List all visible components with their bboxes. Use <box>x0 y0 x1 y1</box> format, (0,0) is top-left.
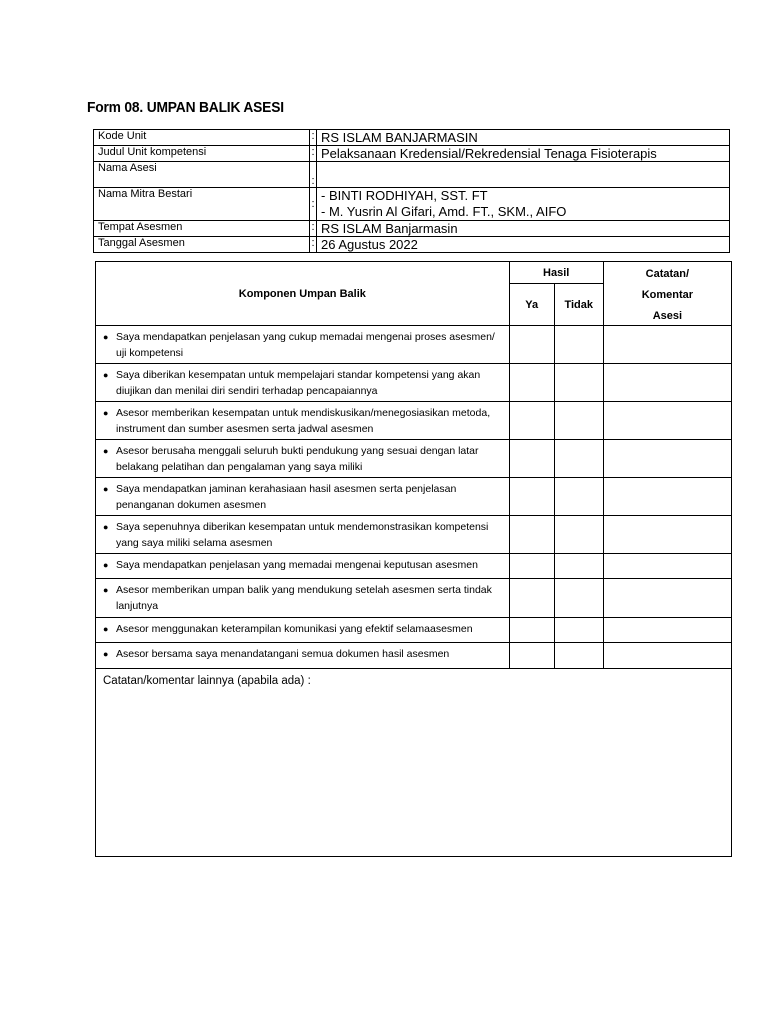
statement-line: yang saya miliki selama asesmen <box>116 537 273 549</box>
bullet-icon: ● <box>103 332 109 342</box>
bullet-icon: ● <box>103 624 109 634</box>
info-value: RS ISLAM Banjarmasin <box>317 221 730 237</box>
feedback-row <box>96 554 732 579</box>
statement-line: diujikan dan menilai diri sendiri terhadap pencapaiannya <box>116 385 378 397</box>
bullet-icon: ● <box>103 446 109 456</box>
statement-line: Asesor bersama saya menandatangani semua dokumen hasil asesmen <box>116 648 450 660</box>
feedback-table <box>95 261 732 857</box>
info-row-mitra-bestari <box>94 188 730 221</box>
statement-line: Saya diberikan kesempatan untuk mempelajari standar kompetensi yang akan <box>116 369 481 381</box>
header-notes-line: Asesi <box>652 309 683 322</box>
info-row-nama-asesi <box>94 162 730 188</box>
assessment-info-table <box>93 129 730 253</box>
info-separator: : <box>310 237 317 253</box>
statement-cell <box>96 364 510 402</box>
statement-line: Saya mendapatkan jaminan kerahasiaan hasil asesmen serta penjelasan <box>116 483 457 495</box>
feedback-row <box>96 440 732 478</box>
statement-cell <box>96 618 510 643</box>
statement-line: belakang pelatihan dan pengalaman yang saya miliki <box>116 461 363 473</box>
info-label: Nama Asesi <box>94 162 310 188</box>
yes-checkbox-cell[interactable] <box>509 554 554 579</box>
info-separator: : <box>310 188 317 221</box>
info-separator: : <box>310 146 317 162</box>
statement-line: penanganan dokumen asesmen <box>116 499 267 511</box>
bullet-icon: ● <box>103 649 109 659</box>
comment-cell[interactable] <box>603 618 731 643</box>
other-notes-label: Catatan/komentar lainnya (apabila ada) : <box>103 675 311 687</box>
info-row-tanggal-asesmen <box>94 237 730 253</box>
statement-line: lanjutnya <box>116 600 159 612</box>
no-checkbox-cell[interactable] <box>554 364 603 402</box>
feedback-header-row <box>96 262 732 284</box>
comment-cell[interactable] <box>603 643 731 669</box>
info-value: Pelaksanaan Kredensial/Rekredensial Tenaga Fisioterapis <box>317 146 730 162</box>
feedback-row <box>96 402 732 440</box>
comment-cell[interactable] <box>603 554 731 579</box>
comment-cell[interactable] <box>603 579 731 618</box>
info-label: Tanggal Asesmen <box>94 237 310 253</box>
header-notes <box>603 262 731 326</box>
other-notes-area[interactable] <box>96 669 732 857</box>
statement-line: instrument dan sumber asesmen serta jadwal asesmen <box>116 423 374 435</box>
statement-cell <box>96 478 510 516</box>
header-notes-line: Catatan/ <box>645 267 690 280</box>
yes-checkbox-cell[interactable] <box>509 364 554 402</box>
statement-cell <box>96 440 510 478</box>
yes-checkbox-cell[interactable] <box>509 402 554 440</box>
feedback-row <box>96 478 732 516</box>
statement-cell <box>96 516 510 554</box>
no-checkbox-cell[interactable] <box>554 478 603 516</box>
info-label: Judul Unit kompetensi <box>94 146 310 162</box>
comment-cell[interactable] <box>603 516 731 554</box>
yes-checkbox-cell[interactable] <box>509 326 554 364</box>
mitra-bestari-line: - M. Yusrin Al Gifari, Amd. FT., SKM., AIFO <box>321 204 567 219</box>
bullet-icon: ● <box>103 408 109 418</box>
info-separator: : <box>310 221 317 237</box>
no-checkbox-cell[interactable] <box>554 440 603 478</box>
statement-line: Asesor memberikan umpan balik yang mendukung setelah asesmen serta tindak <box>116 584 492 596</box>
statement-line: Saya sepenuhnya diberikan kesempatan untuk mendemonstrasikan kompetensi <box>116 521 489 533</box>
yes-checkbox-cell[interactable] <box>509 478 554 516</box>
info-value: RS ISLAM BANJARMASIN <box>317 130 730 146</box>
statement-line: Saya mendapatkan penjelasan yang memadai mengenai keputusan asesmen <box>116 559 478 571</box>
statement-cell <box>96 402 510 440</box>
feedback-row <box>96 326 732 364</box>
info-value <box>317 162 730 188</box>
header-no: Tidak <box>554 284 603 326</box>
bullet-icon: ● <box>103 484 109 494</box>
feedback-row <box>96 618 732 643</box>
header-yes: Ya <box>509 284 554 326</box>
info-separator: : <box>310 162 317 188</box>
header-component: Komponen Umpan Balik <box>96 262 510 326</box>
info-row-judul-unit <box>94 146 730 162</box>
statement-line: Asesor berusaha menggali seluruh bukti pendukung yang sesuai dengan latar <box>116 445 479 457</box>
statement-line: uji kompetensi <box>116 347 184 359</box>
yes-checkbox-cell[interactable] <box>509 579 554 618</box>
no-checkbox-cell[interactable] <box>554 554 603 579</box>
no-checkbox-cell[interactable] <box>554 643 603 669</box>
statement-line: Asesor memberikan kesempatan untuk mendiskusikan/menegosiasikan metoda, <box>116 407 491 419</box>
no-checkbox-cell[interactable] <box>554 326 603 364</box>
bullet-icon: ● <box>103 560 109 570</box>
info-value <box>317 188 730 221</box>
statement-cell <box>96 579 510 618</box>
comment-cell[interactable] <box>603 478 731 516</box>
comment-cell[interactable] <box>603 364 731 402</box>
bullet-icon: ● <box>103 585 109 595</box>
feedback-row <box>96 579 732 618</box>
bullet-icon: ● <box>103 522 109 532</box>
no-checkbox-cell[interactable] <box>554 618 603 643</box>
form-title: Form 08. UMPAN BALIK ASESI <box>87 99 284 116</box>
yes-checkbox-cell[interactable] <box>509 618 554 643</box>
statement-cell <box>96 554 510 579</box>
statement-cell <box>96 326 510 364</box>
feedback-row <box>96 516 732 554</box>
info-value: 26 Agustus 2022 <box>317 237 730 253</box>
info-separator: : <box>310 130 317 146</box>
comment-cell[interactable] <box>603 440 731 478</box>
no-checkbox-cell[interactable] <box>554 516 603 554</box>
comment-cell[interactable] <box>603 402 731 440</box>
statement-cell <box>96 643 510 669</box>
no-checkbox-cell[interactable] <box>554 579 603 618</box>
info-label: Nama Mitra Bestari <box>94 188 310 221</box>
feedback-row <box>96 643 732 669</box>
yes-checkbox-cell[interactable] <box>509 643 554 669</box>
info-row-kode-unit <box>94 130 730 146</box>
header-result: Hasil <box>509 262 603 284</box>
statement-line: Asesor menggunakan keterampilan komunikasi yang efektif selamaasesmen <box>116 623 473 635</box>
feedback-row <box>96 364 732 402</box>
info-row-tempat-asesmen <box>94 221 730 237</box>
bullet-icon: ● <box>103 370 109 380</box>
comment-cell[interactable] <box>603 326 731 364</box>
no-checkbox-cell[interactable] <box>554 402 603 440</box>
statement-line: Saya mendapatkan penjelasan yang cukup memadai mengenai proses asesmen/ <box>116 331 495 343</box>
info-label: Kode Unit <box>94 130 310 146</box>
notes-row <box>96 669 732 857</box>
info-label: Tempat Asesmen <box>94 221 310 237</box>
header-notes-line: Komentar <box>641 288 694 301</box>
mitra-bestari-line: - BINTI RODHIYAH, SST. FT <box>321 188 488 203</box>
yes-checkbox-cell[interactable] <box>509 440 554 478</box>
yes-checkbox-cell[interactable] <box>509 516 554 554</box>
